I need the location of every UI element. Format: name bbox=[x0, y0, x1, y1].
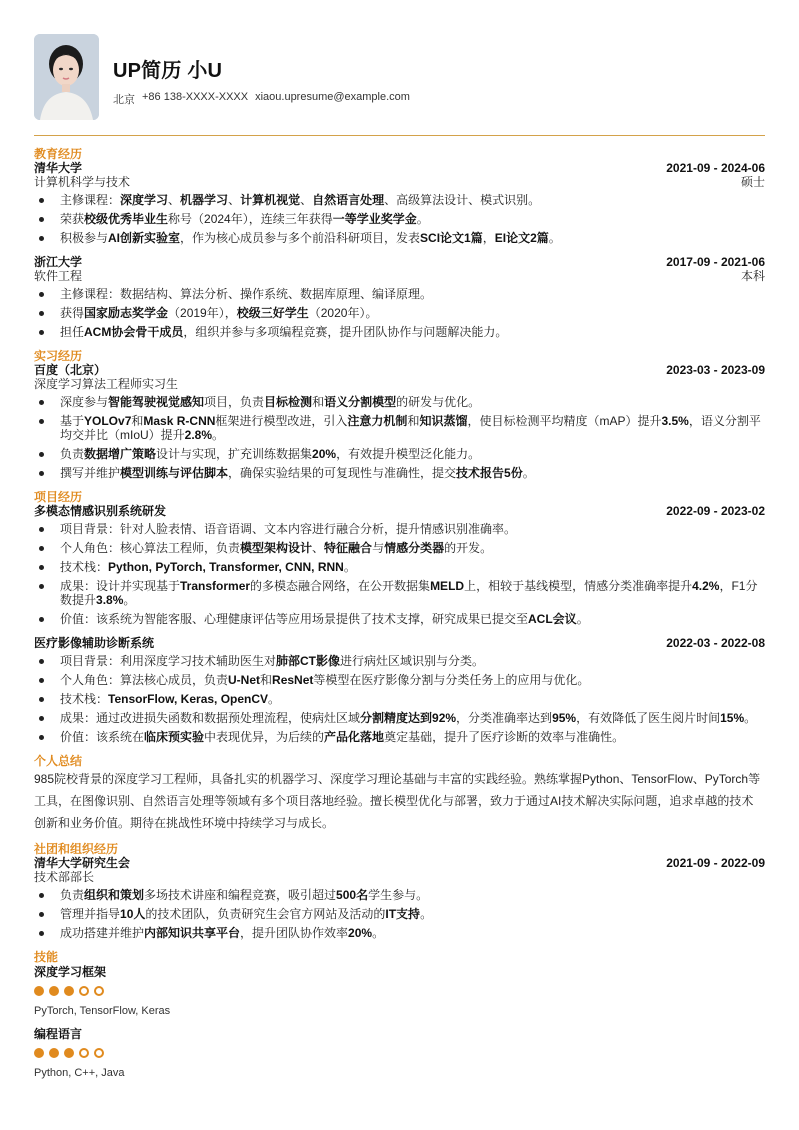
rating-dot-empty-icon bbox=[79, 986, 89, 996]
summary-text: 985院校背景的深度学习工程师，具备扎实的机器学习、深度学习理论基础与丰富的实践经验。熟练掌握Python、TensorFlow、PyTorch等工具，在图像识别、自然语言处理等领域有多个项目落地经验。擅长模型优化与部署，致力于通过AI技术解决实际问题，追求卓越的技术创新和业务价值。期待在挑战性环境中持续学习与成长。 bbox=[34, 772, 761, 830]
city: 北京 bbox=[113, 93, 135, 106]
skill-item bbox=[34, 1026, 765, 1080]
major: 计算机科学与技术 bbox=[34, 175, 131, 189]
organization-name: 清华大学研究生会 bbox=[34, 856, 131, 870]
rating-dot-filled-icon bbox=[34, 1048, 44, 1058]
resume-content bbox=[34, 147, 765, 1088]
bullet-item: 价值：该系统为智能客服、心理健康评估等应用场景提供了技术支撑，研究成果已提交至ACL会议。 bbox=[34, 612, 765, 626]
bullet-list bbox=[34, 287, 765, 339]
bullet-list bbox=[34, 654, 765, 744]
profile-photo bbox=[34, 34, 99, 120]
bullet-item: 负责组织和策划多场技术讲座和编程竞赛，吸引超过500名学生参与。 bbox=[34, 888, 765, 902]
bullet-item: 荣获校级优秀毕业生称号（2024年），连续三年获得一等学业奖学金。 bbox=[34, 212, 765, 226]
summary-section bbox=[34, 754, 765, 834]
school-name: 清华大学 bbox=[34, 161, 83, 175]
project-entry bbox=[34, 504, 765, 626]
bullet-item: 成功搭建并维护内部知识共享平台，提升团队协作效率20%。 bbox=[34, 926, 765, 940]
skill-rating bbox=[34, 1048, 765, 1058]
bullet-item: 撰写并维护模型训练与评估脚本，确保实验结果的可复现性与准确性，提交技术报告5份。 bbox=[34, 466, 765, 480]
skills-section bbox=[34, 950, 765, 1080]
bullet-item: 管理并指导10人的技术团队，负责研究生会官方网站及活动的IT支持。 bbox=[34, 907, 765, 921]
bullet-item: 获得国家励志奖学金（2019年），校级三好学生（2020年）。 bbox=[34, 306, 765, 320]
education-section bbox=[34, 147, 765, 339]
bullet-item: 主修课程：深度学习、机器学习、计算机视觉、自然语言处理、高级算法设计、模式识别。 bbox=[34, 193, 765, 207]
skill-detail: PyTorch, TensorFlow, Keras bbox=[34, 1005, 171, 1017]
section-title: 项目经历 bbox=[34, 490, 83, 504]
email[interactable]: xiaou.upresume@example.com bbox=[255, 90, 410, 103]
date-range: 2021-09 - 2022-09 bbox=[666, 856, 765, 870]
role: 技术部部长 bbox=[34, 870, 95, 884]
bullet-item: 技术栈：TensorFlow, Keras, OpenCV。 bbox=[34, 692, 765, 706]
date-range: 2022-09 - 2023-02 bbox=[666, 504, 765, 518]
bullet-list bbox=[34, 888, 765, 940]
bullet-item: 技术栈：Python, PyTorch, Transformer, CNN, RNN。 bbox=[34, 560, 765, 574]
date-range: 2017-09 - 2021-06 bbox=[666, 255, 765, 269]
rating-dot-empty-icon bbox=[94, 1048, 104, 1058]
education-entry bbox=[34, 255, 765, 339]
bullet-list bbox=[34, 193, 765, 245]
rating-dot-filled-icon bbox=[64, 986, 74, 996]
section-title: 技能 bbox=[34, 950, 59, 964]
date-range: 2022-03 - 2022-08 bbox=[666, 636, 765, 650]
skill-name: 深度学习框架 bbox=[34, 965, 107, 979]
phone: +86 138-XXXX-XXXX bbox=[142, 90, 249, 103]
section-title: 社团和组织经历 bbox=[34, 842, 119, 856]
organization-entry bbox=[34, 856, 765, 940]
skill-detail: Python, C++, Java bbox=[34, 1067, 125, 1079]
bullet-item: 积极参与AI创新实验室，作为核心成员参与多个前沿科研项目，发表SCI论文1篇，EI论文2篇。 bbox=[34, 231, 765, 245]
resume-header bbox=[34, 34, 410, 120]
section-title: 教育经历 bbox=[34, 147, 83, 161]
bullet-item: 担任ACM协会骨干成员，组织并参与多项编程竞赛，提升团队协作与问题解决能力。 bbox=[34, 325, 765, 339]
contact-info bbox=[113, 91, 410, 107]
rating-dot-filled-icon bbox=[49, 1048, 59, 1058]
bullet-item: 项目背景：针对人脸表情、语音语调、文本内容进行融合分析，提升情感识别准确率。 bbox=[34, 522, 765, 536]
bullet-list bbox=[34, 522, 765, 626]
rating-dot-empty-icon bbox=[79, 1048, 89, 1058]
skill-rating bbox=[34, 986, 765, 996]
major: 软件工程 bbox=[34, 269, 83, 283]
bullet-item: 主修课程：数据结构、算法分析、操作系统、数据库原理、编译原理。 bbox=[34, 287, 765, 301]
bullet-item: 项目背景：利用深度学习技术辅助医生对肺部CT影像进行病灶区域识别与分类。 bbox=[34, 654, 765, 668]
bullet-item: 负责数据增广策略设计与实现，扩充训练数据集20%，有效提升模型泛化能力。 bbox=[34, 447, 765, 461]
rating-dot-empty-icon bbox=[94, 986, 104, 996]
skill-name: 编程语言 bbox=[34, 1027, 83, 1041]
bullet-item: 个人角色：核心算法工程师，负责模型架构设计、特征融合与情感分类器的开发。 bbox=[34, 541, 765, 555]
rating-dot-filled-icon bbox=[64, 1048, 74, 1058]
degree: 硕士 bbox=[740, 175, 765, 189]
internship-entry bbox=[34, 363, 765, 480]
date-range: 2021-09 - 2024-06 bbox=[666, 161, 765, 175]
project-name: 医疗影像辅助诊断系统 bbox=[34, 636, 155, 650]
bullet-item: 成果：通过改进损失函数和数据预处理流程，使病灶区域分割精度达到92%，分类准确率达到95%，有效降低了医生阅片时间15%。 bbox=[34, 711, 765, 725]
candidate-name: UP简历 小U bbox=[113, 59, 223, 82]
bullet-item: 深度参与智能驾驶视觉感知项目，负责目标检测和语义分割模型的研发与优化。 bbox=[34, 395, 765, 409]
role: 深度学习算法工程师实习生 bbox=[34, 377, 179, 391]
project-entry bbox=[34, 636, 765, 744]
section-title: 实习经历 bbox=[34, 349, 83, 363]
rating-dot-filled-icon bbox=[49, 986, 59, 996]
header-divider bbox=[34, 135, 765, 136]
bullet-item: 成果：设计并实现基于Transformer的多模态融合网络，在公开数据集MELD上，相较于基线模型，情感分类准确率提升4.2%，F1分数提升3.8%。 bbox=[34, 579, 765, 607]
bullet-item: 价值：该系统在临床预实验中表现优异，为后续的产品化落地奠定基础，提升了医疗诊断的效率与准确性。 bbox=[34, 730, 765, 744]
education-entry bbox=[34, 161, 765, 245]
bullet-item: 个人角色：算法核心成员，负责U-Net和ResNet等模型在医疗影像分割与分类任务上的应用与优化。 bbox=[34, 673, 765, 687]
company-name: 百度（北京） bbox=[34, 363, 107, 377]
project-name: 多模态情感识别系统研发 bbox=[34, 504, 167, 518]
internship-section bbox=[34, 349, 765, 480]
section-title: 个人总结 bbox=[34, 754, 83, 768]
bullet-item: 基于YOLOv7和Mask R-CNN框架进行模型改进，引入注意力机制和知识蒸馏，使目标检测平均精度（mAP）提升3.5%，语义分割平均交并比（mIoU）提升2.8%。 bbox=[34, 414, 765, 442]
organizations-section bbox=[34, 842, 765, 940]
degree: 本科 bbox=[740, 269, 765, 283]
rating-dot-filled-icon bbox=[34, 986, 44, 996]
skill-item bbox=[34, 964, 765, 1018]
school-name: 浙江大学 bbox=[34, 255, 83, 269]
bullet-list bbox=[34, 395, 765, 480]
projects-section bbox=[34, 490, 765, 744]
date-range: 2023-03 - 2023-09 bbox=[666, 363, 765, 377]
